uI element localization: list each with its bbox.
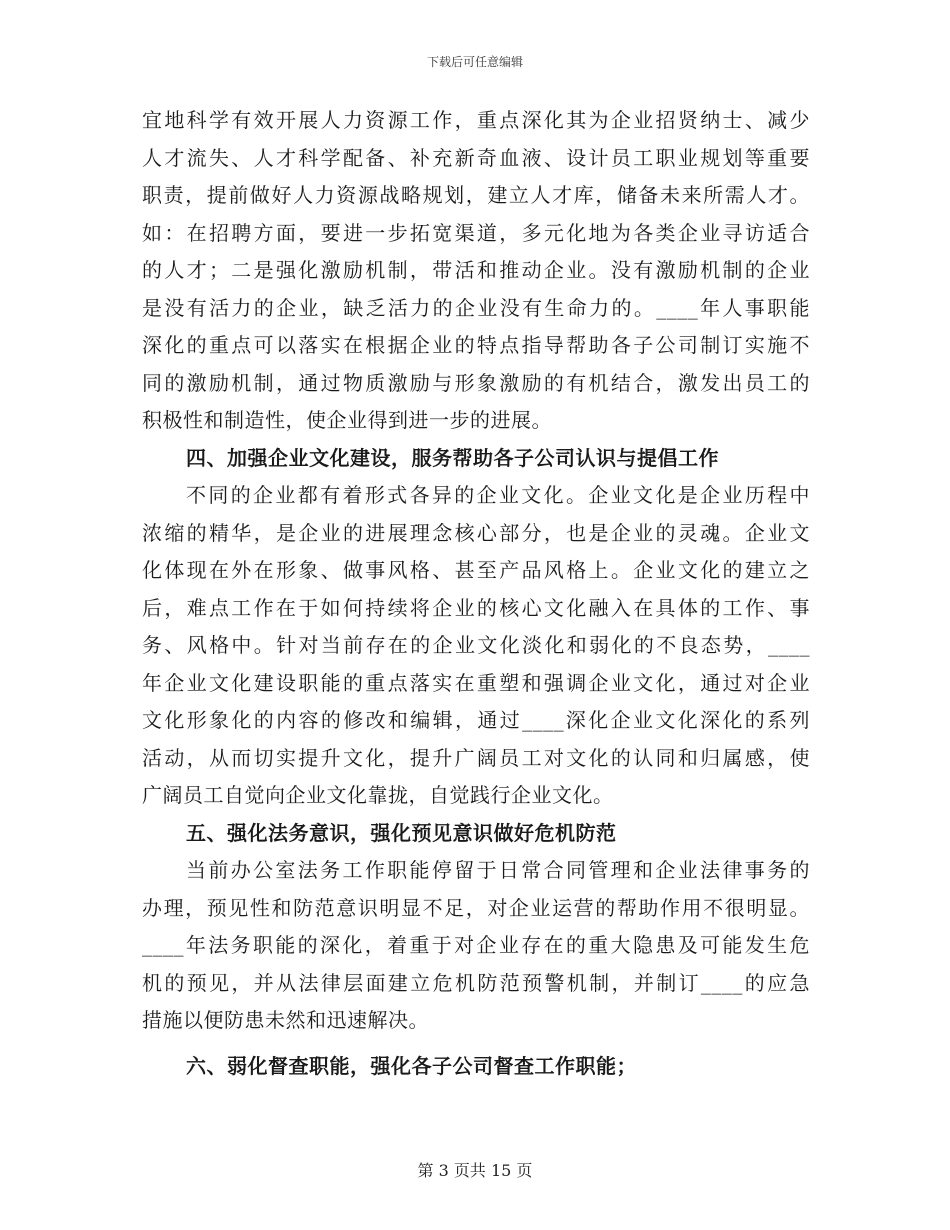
text-line: 年企业文化建设职能的重点落实在重塑和强调企业文化，通过对企业	[142, 670, 810, 695]
spacer	[142, 1040, 810, 1048]
document-body	[142, 102, 810, 1085]
page-number: 第 3 页共 15 页	[417, 1161, 533, 1180]
text-line: 活动，从而切实提升文化，提升广阔员工对文化的认同和归属感，使	[142, 745, 810, 770]
text-line: 宜地科学有效开展人力资源工作，重点深化其为企业招贤纳士、减少	[142, 108, 810, 132]
text-line: 是没有活力的企业，缺乏活力的企业没有生命力的。____年人事职能	[142, 295, 810, 320]
text-line: ____年法务职能的深化，着重于对企业存在的重大隐患及可能发生危	[142, 933, 810, 957]
section-heading-6: 六、弱化督查职能，强化各子公司督查工作职能；	[186, 1053, 637, 1078]
text-line: 的人才；二是强化激励机制，带活和推动企业。没有激励机制的企业	[142, 258, 810, 282]
text-line: 广阔员工自觉向企业文化靠拢，自觉践行企业文化。	[142, 783, 614, 807]
text-line: 人才流失、人才科学配备、补充新奇血液、设计员工职业规划等重要	[142, 145, 810, 170]
text-line: 文化形象化的内容的修改和编辑，通过____深化企业文化深化的系列	[142, 708, 810, 732]
text-line: 职责，提前做好人力资源战略规划，建立人才库，储备未来所需人才。	[142, 183, 810, 207]
text-line: 办理，预见性和防范意识明显不足，对企业运营的帮助作用不很明显。	[142, 895, 810, 920]
text-line: 同的激励机制，通过物质激励与形象激励的有机结合，激发出员工的	[142, 370, 810, 395]
paragraph-hr-continuation	[142, 102, 810, 440]
text-line: 当前办公室法务工作职能停留于日常合同管理和企业法律事务的	[186, 858, 810, 882]
paragraph-legal-affairs	[142, 852, 810, 1040]
text-line: 如：在招聘方面，要进一步拓宽渠道，多元化地为各类企业寻访适合	[142, 220, 810, 245]
text-line: 积极性和制造性，使企业得到进一步的进展。	[142, 408, 552, 432]
text-line: 深化的重点可以落实在根据企业的特点指导帮助各子公司制订实施不	[142, 333, 810, 357]
section-heading-4: 四、加强企业文化建设，服务帮助各子公司认识与提倡工作	[186, 445, 719, 470]
text-line: 措施以便防患未然和迅速解决。	[142, 1008, 429, 1032]
text-line: 不同的企业都有着形式各异的企业文化。企业文化是企业历程中	[186, 483, 810, 507]
text-line: 化体现在外在形象、做事风格、甚至产品风格上。企业文化的建立之	[142, 558, 810, 582]
text-line: 机的预见，并从法律层面建立危机防范预警机制，并制订____的应急	[142, 970, 810, 995]
text-line: 务、风格中。针对当前存在的企业文化淡化和弱化的不良态势，____	[142, 633, 810, 657]
text-line: 浓缩的精华，是企业的进展理念核心部分，也是企业的灵魂。企业文	[142, 520, 810, 545]
section-heading-5: 五、强化法务意识，强化预见意识做好危机防范	[186, 820, 617, 845]
text-line: 后，难点工作在于如何持续将企业的核心文化融入在具体的工作、事	[142, 595, 810, 620]
page-header: 下载后可任意编辑	[426, 55, 523, 69]
paragraph-corporate-culture	[142, 477, 810, 815]
